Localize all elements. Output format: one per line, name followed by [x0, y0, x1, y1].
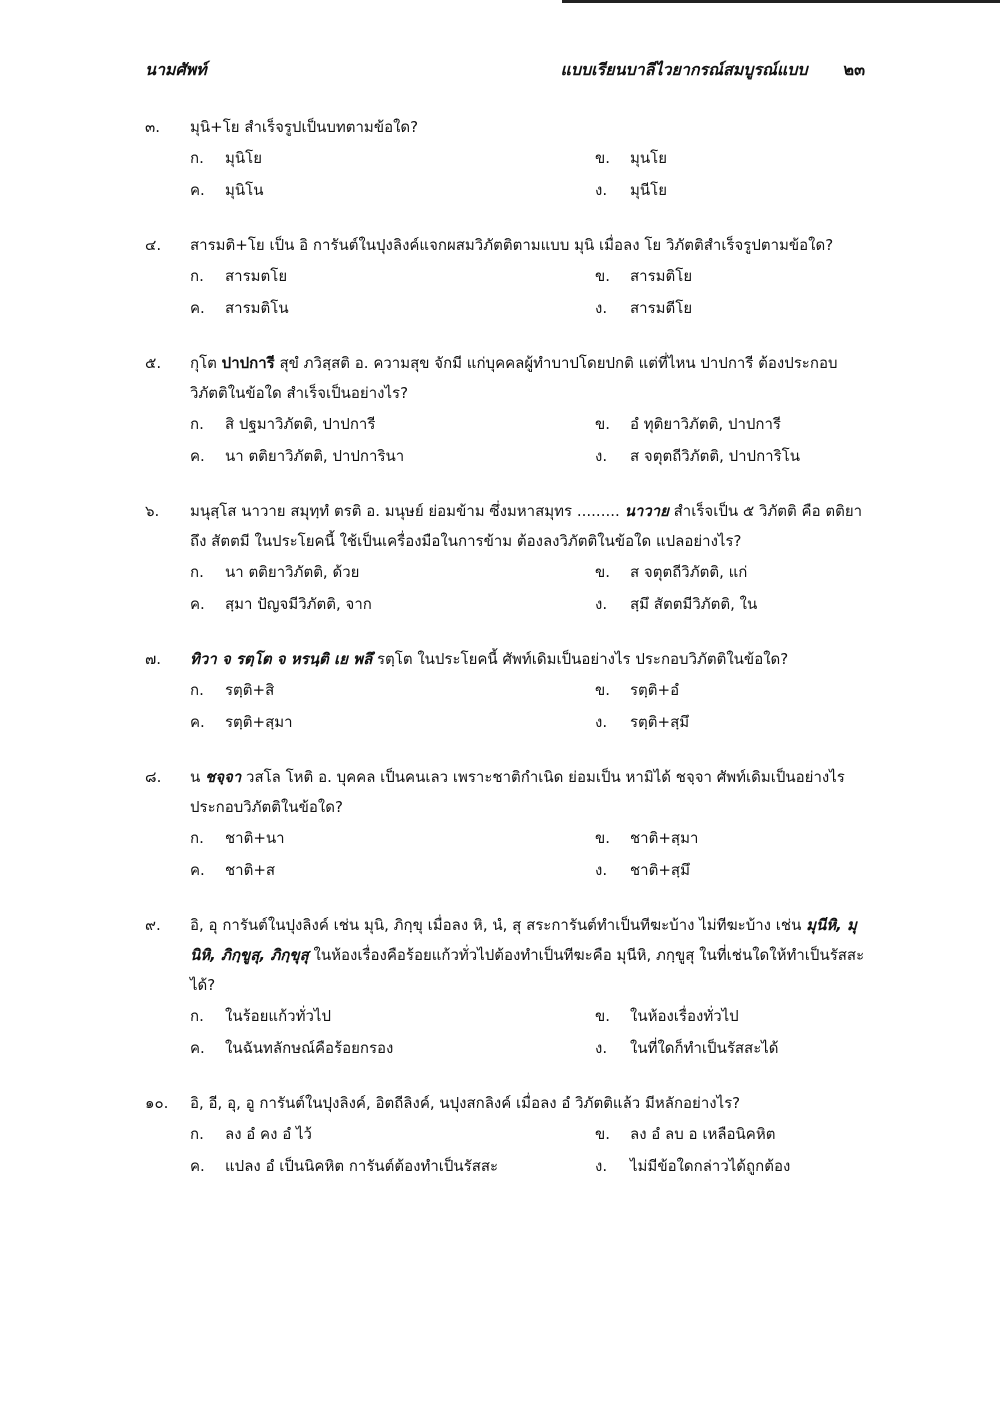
question-text-pre: อิ, อุ การันต์ในปุงลิงค์ เช่น มุนิ, ภิกฺขุ เมื่อลง หิ, นํ, สุ สระการันต์ทำเป็นทีฆะบ้าง ไม่ทีฆะบ้าง เช่น [190, 916, 802, 934]
question-text [190, 496, 865, 556]
option-text: สฺมา ปัญจมีวิภัตติ, จาก [225, 595, 372, 613]
option-text: มุนีโย [630, 181, 667, 199]
option[interactable] [190, 1032, 595, 1064]
option-label: ข. [595, 829, 611, 847]
option-label: ข. [595, 267, 611, 285]
option[interactable] [595, 1118, 865, 1150]
option[interactable] [190, 1150, 595, 1182]
question-text [190, 762, 865, 822]
option-label: ค. [190, 299, 205, 317]
question-emphasis: นาวาย [624, 502, 669, 520]
option[interactable] [595, 706, 865, 738]
option-label: ก. [190, 149, 204, 167]
top-edge-rule [562, 0, 1000, 3]
question-text-post: ในห้องเรื่องคือร้อยแก้วทั่วไปต้องทำเป็นทีฆะคือ มุนีหิ, ภกฺขูสุ ในที่เช่นใดให้ทำเป็นรัสสะได้? [190, 946, 865, 994]
option-text: นา ตติยาวิภัตติ, ด้วย [225, 563, 360, 581]
option[interactable] [595, 408, 865, 440]
option[interactable] [190, 556, 595, 588]
option[interactable] [595, 174, 865, 206]
question [145, 496, 865, 620]
option-text: อํ ทุติยาวิภัตติ, ปาปการี [630, 415, 781, 433]
question-emphasis: ปาปการี [221, 354, 275, 372]
option-text: ในร้อยแก้วทั่วไป [225, 1007, 331, 1025]
question-text-post: สำเร็จเป็น ๕ วิภัตติ คือ ตติยา ถึง สัตตมี ในประโยคนี้ ใช้เป็นเครื่องมือในการข้าม ต้องลงวิภัตติในข้อใด แปลอย่างไร? [190, 502, 863, 550]
question [145, 230, 865, 324]
question [145, 644, 865, 738]
option-label: ข. [595, 1125, 611, 1143]
option-label: ก. [190, 1007, 204, 1025]
question-text: สารมติ+โย เป็น อิ การันต์ในปุงลิงค์แจกผสมวิภัตติตามแบบ มุนิ เมื่อลง โย วิภัตติสำเร็จรูปตามข้อใด? [190, 236, 834, 254]
option-label: ข. [595, 415, 611, 433]
option-label: ก. [190, 415, 204, 433]
options [190, 142, 865, 206]
option-label: ข. [595, 1007, 611, 1025]
question-number: ๕. [145, 354, 162, 372]
option-text: แปลง อํ เป็นนิคหิต การันต์ต้องทำเป็นรัสสะ [225, 1157, 499, 1175]
option-label: ง. [595, 861, 608, 879]
option-text: รตฺติ+อํ [630, 681, 680, 699]
option-text: มุนิโย [225, 149, 262, 167]
option-text: ในที่ใดก็ทำเป็นรัสสะได้ [630, 1039, 779, 1057]
option[interactable] [595, 556, 865, 588]
header-book-title [561, 58, 865, 83]
option-label: ค. [190, 861, 205, 879]
option-label: ข. [595, 681, 611, 699]
question-number: ๔. [145, 236, 162, 254]
option[interactable] [190, 1118, 595, 1150]
question-number: ๖. [145, 502, 160, 520]
question-number: ๓. [145, 118, 161, 136]
option-label: ง. [595, 1157, 608, 1175]
option-text: รตฺติ+สฺมา [225, 713, 293, 731]
question-text [190, 348, 865, 408]
option-label: ก. [190, 1125, 204, 1143]
option[interactable] [595, 440, 865, 472]
option-text: ส จตุตถีวิภัตติ, แก่ [630, 563, 748, 581]
option[interactable] [595, 674, 865, 706]
option[interactable] [595, 1032, 865, 1064]
option-text: ไม่มีข้อใดกล่าวได้ถูกต้อง [630, 1157, 791, 1175]
question-number: ๗. [145, 650, 162, 668]
option-text: รตฺติ+สิ [225, 681, 275, 699]
options [190, 408, 865, 472]
option-label: ง. [595, 595, 608, 613]
option-label: ง. [595, 447, 608, 465]
option[interactable] [190, 292, 595, 324]
question [145, 348, 865, 472]
option[interactable] [190, 440, 595, 472]
option-text: ลง อํ คง อํ ไว้ [225, 1125, 312, 1143]
option[interactable] [595, 260, 865, 292]
page-number: ๒๓ [843, 60, 865, 79]
options [190, 1000, 865, 1064]
option-label: ค. [190, 595, 205, 613]
option-label: ค. [190, 713, 205, 731]
option-text: นา ตติยาวิภัตติ, ปาปการินา [225, 447, 405, 465]
option[interactable] [595, 1150, 865, 1182]
page-header [145, 58, 865, 88]
question [145, 112, 865, 206]
option-label: ง. [595, 1039, 608, 1057]
question-number: ๙. [145, 916, 161, 934]
option[interactable] [190, 822, 595, 854]
option-label: ก. [190, 681, 204, 699]
option[interactable] [595, 588, 865, 620]
option-text: ลง อํ ลบ อ เหลือนิคหิต [630, 1125, 776, 1143]
question-emphasis: ชจฺจา [205, 768, 242, 786]
option-text: สารมติโน [225, 299, 289, 317]
option[interactable] [190, 1000, 595, 1032]
option-label: ค. [190, 1157, 205, 1175]
option[interactable] [595, 822, 865, 854]
book-title: แบบเรียนบาลีไวยากรณ์สมบูรณ์แบบ [560, 60, 808, 79]
question [145, 1088, 865, 1182]
option-label: ก. [190, 267, 204, 285]
option-text: สารมติโย [630, 267, 693, 285]
question-emphasis: มุนีหิ, มุนิหิ, ภิกฺขูสุ, ภิกฺขุสุ [190, 916, 857, 964]
question-text [190, 910, 865, 1000]
option-label: ค. [190, 447, 205, 465]
option-text: สฺมึ สัตตมีวิภัตติ, ใน [630, 595, 758, 613]
option-label: ค. [190, 181, 205, 199]
option-label: ง. [595, 713, 608, 731]
option[interactable] [595, 292, 865, 324]
option-text: ในฉันทลักษณ์คือร้อยกรอง [225, 1039, 394, 1057]
question-emphasis: ทิวา จ รตฺโต จ หรนฺติ เย พลึ [190, 650, 373, 668]
question-text-pre: น [190, 768, 201, 786]
option[interactable] [190, 260, 595, 292]
option-text: ชาติ+สฺมึ [630, 861, 690, 879]
option-text: ในห้องเรื่องทั่วไป [630, 1007, 739, 1025]
option-text: สิ ปฐมาวิภัตติ, ปาปการี [225, 415, 376, 433]
option[interactable] [190, 588, 595, 620]
option[interactable] [190, 408, 595, 440]
option[interactable] [190, 142, 595, 174]
option-label: ข. [595, 149, 611, 167]
option-label: ก. [190, 563, 204, 581]
options [190, 260, 865, 324]
option-label: ค. [190, 1039, 205, 1057]
question-text [190, 644, 865, 674]
question-number: ๘. [145, 768, 162, 786]
option-label: ก. [190, 829, 204, 847]
option[interactable] [595, 1000, 865, 1032]
option-text: ชาติ+นา [225, 829, 285, 847]
option-label: ข. [595, 563, 611, 581]
option-label: ง. [595, 299, 608, 317]
question [145, 762, 865, 886]
question-text-post: สุขํ ภวิสฺสติ อ. ความสุข จักมี แก่บุคคลผู้ทำบาปโดยปกติ แต่ที่ไหน ปาปการี ต้องประกอบวิภัตติในข้อใด สำเร็จเป็นอย่างไร? [190, 354, 838, 402]
option[interactable] [595, 142, 865, 174]
option[interactable] [190, 174, 595, 206]
option-text: ส จตุตถีวิภัตติ, ปาปการิโน [630, 447, 800, 465]
question-text: มุนิ+โย สำเร็จรูปเป็นบทตามข้อใด? [190, 118, 419, 136]
question-text: อิ, อี, อุ, อู การันต์ในปุงลิงค์, อิตถีลิงค์, นปุงสกลิงค์ เมื่อลง อํ วิภัตติแล้ว มีหลักอย่างไร? [190, 1094, 741, 1112]
option-text: ชาติ+สฺมา [630, 829, 699, 847]
question [145, 910, 865, 1064]
options [190, 1118, 865, 1182]
header-chapter-title: นามศัพท์ [145, 60, 207, 79]
question-text-pre: มนุสฺโส นาวาย สมุทฺทํ ตรติ อ. มนุษย์ ย่อมข้าม ซึ่งมหาสมุทร ......... [190, 502, 620, 520]
question-text-post: รตฺโต ในประโยคนี้ ศัพท์เดิมเป็นอย่างไร ประกอบวิภัตติในข้อใด? [376, 650, 789, 668]
question-text-post: วสโล โหติ อ. บุคคล เป็นคนเลว เพราะชาติกำเนิด ย่อมเป็น หามิได้ ชจฺจา ศัพท์เดิมเป็นอย่างไร ประกอบวิภัตติในข้อใด? [190, 768, 845, 816]
option-text: ชาติ+ส [225, 861, 276, 879]
question-number: ๑๐. [145, 1094, 169, 1112]
option[interactable] [190, 854, 595, 886]
question-text-pre: กุโต [190, 354, 217, 372]
option[interactable] [190, 706, 595, 738]
option-text: รตฺติ+สฺมึ [630, 713, 690, 731]
option[interactable] [595, 854, 865, 886]
option-label: ง. [595, 181, 608, 199]
options [190, 822, 865, 886]
options [190, 556, 865, 620]
question-list [145, 112, 865, 1206]
option-text: สารมตโย [225, 267, 288, 285]
option-text: สารมตีโย [630, 299, 693, 317]
option-text: มุนิโน [225, 181, 264, 199]
option[interactable] [190, 674, 595, 706]
options [190, 674, 865, 738]
option-text: มุนโย [630, 149, 667, 167]
